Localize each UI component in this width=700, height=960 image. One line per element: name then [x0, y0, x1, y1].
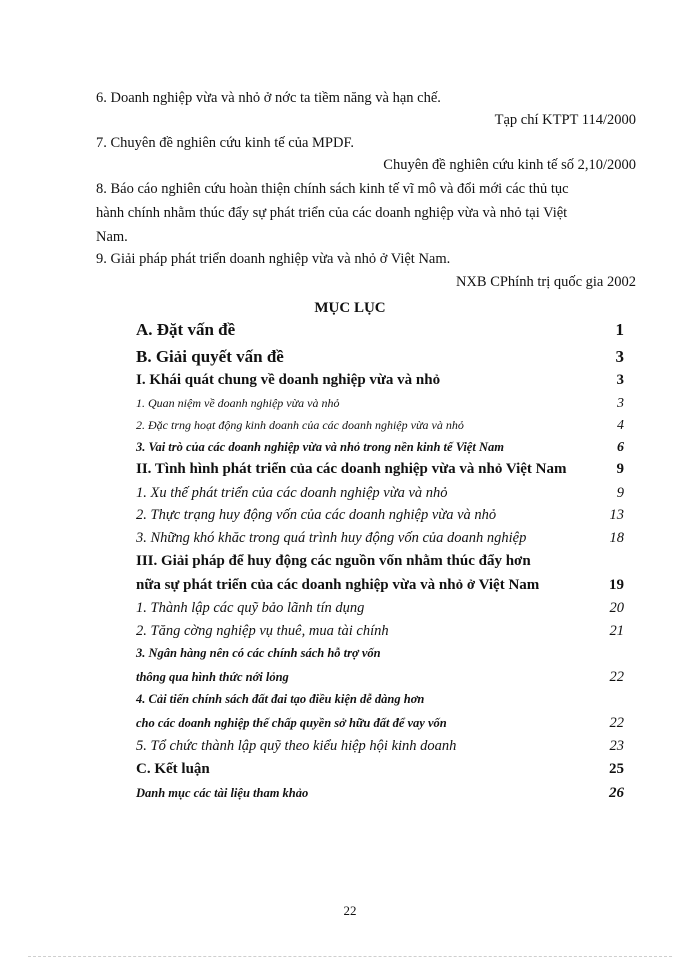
toc-label: 1. Quan niệm về doanh nghiệp vừa và nhỏ — [136, 396, 340, 410]
toc-label: nữa sự phát triển của các doanh nghiệp vừa và nhỏ ở Việt Nam — [136, 577, 540, 593]
reference-6: 6. Doanh nghiệp vừa và nhỏ ở nớc ta tiềm năng và hạn chế. — [96, 90, 441, 106]
toc-label: 3. Ngân hàng nên có các chính sách hỗ trợ vốn — [136, 646, 381, 660]
toc-row[interactable] — [136, 553, 624, 573]
toc-row[interactable] — [136, 646, 624, 666]
toc-label: thông qua hình thức nới lỏng — [136, 670, 289, 684]
toc-label: 2. Tăng cờng nghiệp vụ thuê, mua tài chính — [136, 623, 389, 639]
toc-row[interactable] — [136, 507, 624, 527]
toc-label: B. Giải quyết vấn đề — [136, 347, 284, 366]
toc-label: Danh mục các tài liệu tham khảo — [136, 786, 309, 800]
toc-row[interactable] — [136, 372, 624, 392]
toc-row[interactable] — [136, 623, 624, 643]
toc-row[interactable] — [136, 577, 624, 597]
toc-page: 6 — [617, 440, 624, 455]
toc-page: 1 — [615, 320, 624, 339]
toc-label: 3. Vai trò của các doanh nghiệp vừa và nhỏ trong nền kinh tế Việt Nam — [136, 440, 504, 454]
toc-row[interactable] — [136, 715, 624, 735]
toc-label: 4. Cải tiến chính sách đất đai tạo điều kiện dễ dàng hơn — [136, 692, 425, 706]
toc-label: 2. Thực trạng huy động vốn của các doanh nghiệp vừa và nhỏ — [136, 507, 497, 523]
toc-page: 19 — [609, 577, 624, 593]
toc-row[interactable] — [136, 418, 624, 438]
toc-page: 9 — [616, 461, 624, 477]
toc-label: 1. Thành lập các quỹ bảo lãnh tín dụng — [136, 600, 365, 616]
toc-row[interactable] — [136, 320, 624, 340]
toc-label: cho các doanh nghiệp thế chấp quyền sở hữu đất để vay vốn — [136, 716, 447, 730]
toc-label: II. Tình hình phát triển của các doanh nghiệp vừa và nhỏ Việt Nam — [136, 461, 567, 477]
reference-9-source: NXB CPhính trị quốc gia 2002 — [455, 274, 636, 290]
toc-page: 22 — [609, 669, 624, 685]
toc-row[interactable] — [136, 530, 624, 550]
toc-row[interactable] — [136, 485, 624, 505]
toc-page: 18 — [609, 530, 624, 546]
toc-row[interactable] — [136, 692, 624, 712]
toc-row[interactable] — [136, 738, 624, 758]
toc-page: 26 — [609, 785, 624, 801]
toc-row[interactable] — [136, 761, 624, 781]
reference-6-source: Tạp chí KTPT 114/2000 — [494, 112, 636, 128]
toc-page: 9 — [616, 485, 624, 501]
toc-label: 2. Đặc trng hoạt động kinh doanh của các doanh nghiệp vừa và nhỏ — [136, 418, 464, 432]
toc-page: 13 — [609, 507, 624, 523]
toc-row[interactable] — [136, 461, 624, 481]
toc-row[interactable] — [136, 347, 624, 367]
toc-page: 20 — [609, 600, 624, 616]
toc-label: 3. Những khó khăc trong quá trình huy động vốn của doanh nghiệp — [136, 530, 527, 546]
reference-8-line-1: 8. Báo cáo nghiên cứu hoàn thiện chính sách kinh tế vĩ mô và đổi mới các thủ tục — [96, 181, 569, 197]
toc-page: 4 — [617, 418, 624, 433]
toc-label: III. Giải pháp để huy động các nguồn vốn nhằm thúc đẩy hơn — [136, 553, 531, 569]
toc-label: 5. Tổ chức thành lập quỹ theo kiểu hiệp hội kinh doanh — [136, 738, 457, 754]
toc-page: 3 — [617, 396, 624, 411]
reference-8-line-2: hành chính nhằm thúc đẩy sự phát triển của các doanh nghiệp vừa và nhỏ tại Việt — [96, 205, 568, 221]
toc-page: 22 — [609, 715, 624, 731]
reference-9: 9. Giải pháp phát triển doanh nghiệp vừa và nhỏ ở Việt Nam. — [96, 251, 451, 267]
toc-row[interactable] — [136, 440, 624, 460]
toc-page: 25 — [609, 761, 624, 777]
toc-page: 23 — [609, 738, 624, 754]
toc-row[interactable] — [136, 396, 624, 416]
toc-label: I. Khái quát chung về doanh nghiệp vừa và nhỏ — [136, 372, 441, 388]
toc-row[interactable] — [136, 669, 624, 689]
toc-page: 3 — [616, 372, 624, 388]
toc-row[interactable] — [136, 600, 624, 620]
toc-label: C. Kết luận — [136, 761, 210, 777]
toc-label: A. Đặt vấn đề — [136, 320, 236, 339]
toc-row[interactable] — [136, 785, 624, 805]
toc-page: 21 — [609, 623, 624, 639]
toc-title: MỤC LỤC — [314, 300, 386, 316]
reference-8-line-3: Nam. — [96, 229, 128, 245]
toc-label: 1. Xu thế phát triển của các doanh nghiệp vừa và nhỏ — [136, 485, 448, 501]
toc-page: 3 — [615, 347, 624, 366]
reference-7: 7. Chuyên đề nghiên cứu kinh tế của MPDF. — [96, 135, 354, 151]
page-bottom-divider — [28, 956, 672, 957]
reference-7-source: Chuyên đề nghiên cứu kinh tế số 2,10/2000 — [383, 157, 636, 173]
page-number: 22 — [343, 903, 357, 918]
